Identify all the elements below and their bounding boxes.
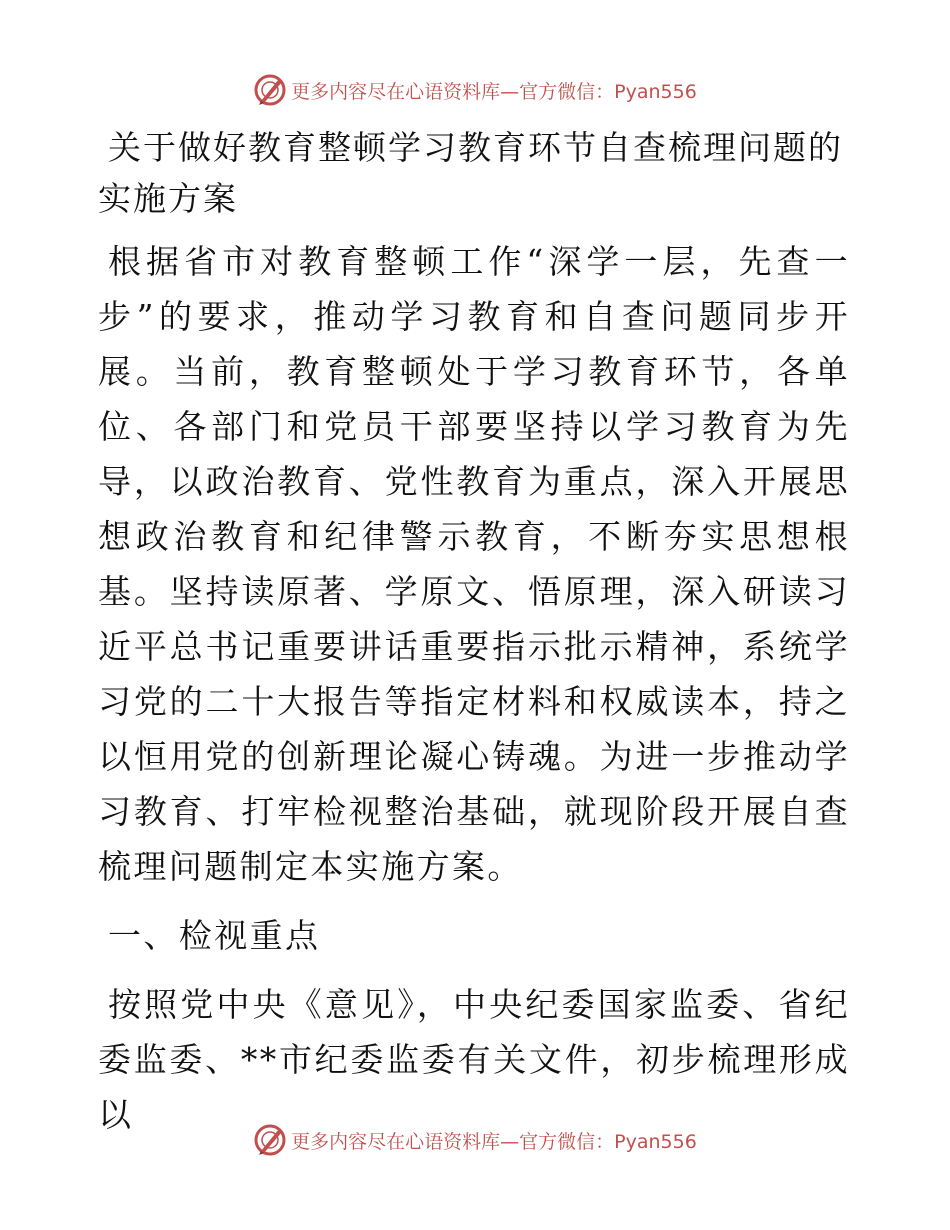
quill-pen-logo-icon (253, 1123, 287, 1157)
section-heading: 一、检视重点 (108, 916, 321, 955)
footer-watermark (0, 1122, 950, 1158)
header-watermark (0, 72, 950, 108)
document-body (98, 122, 850, 1156)
body-paragraph: 按照党中央《意见》，中央纪委国家监委、省纪委监委、**市纪委监委有关文件，初步梳理形成以 (98, 985, 850, 1134)
watermark-text: 更多内容尽在心语资料库—官方微信：Pyan556 (291, 80, 697, 103)
quill-pen-logo-icon (253, 73, 287, 107)
body-paragraph: 根据省市对教育整顿工作“深学一层，先查一步”的要求，推动学习教育和自查问题同步开展。当前，教育整顿处于学习教育环节，各单位、各部门和党员干部要坚持以学习教育为先导，以政治教育、党性教育为重点，深入开展思想政治教育和纪律警示教育，不断夯实思想根基。坚持读原著、学原文、悟原理，深入研读习近平总书记重要讲话重要指示批示精神，系统学习党的二十大报告等指定材料和权威读本，持之以恒用党的创新理论凝心铸魂。为进一步推动学习教育、打牢检视整治基础，就现阶段开展自查梳理问题制定本实施方案。 (98, 242, 850, 886)
document-title: 关于做好教育整顿学习教育环节自查梳理问题的实施方案 (98, 128, 843, 218)
watermark-text: 更多内容尽在心语资料库—官方微信：Pyan556 (291, 1130, 697, 1153)
